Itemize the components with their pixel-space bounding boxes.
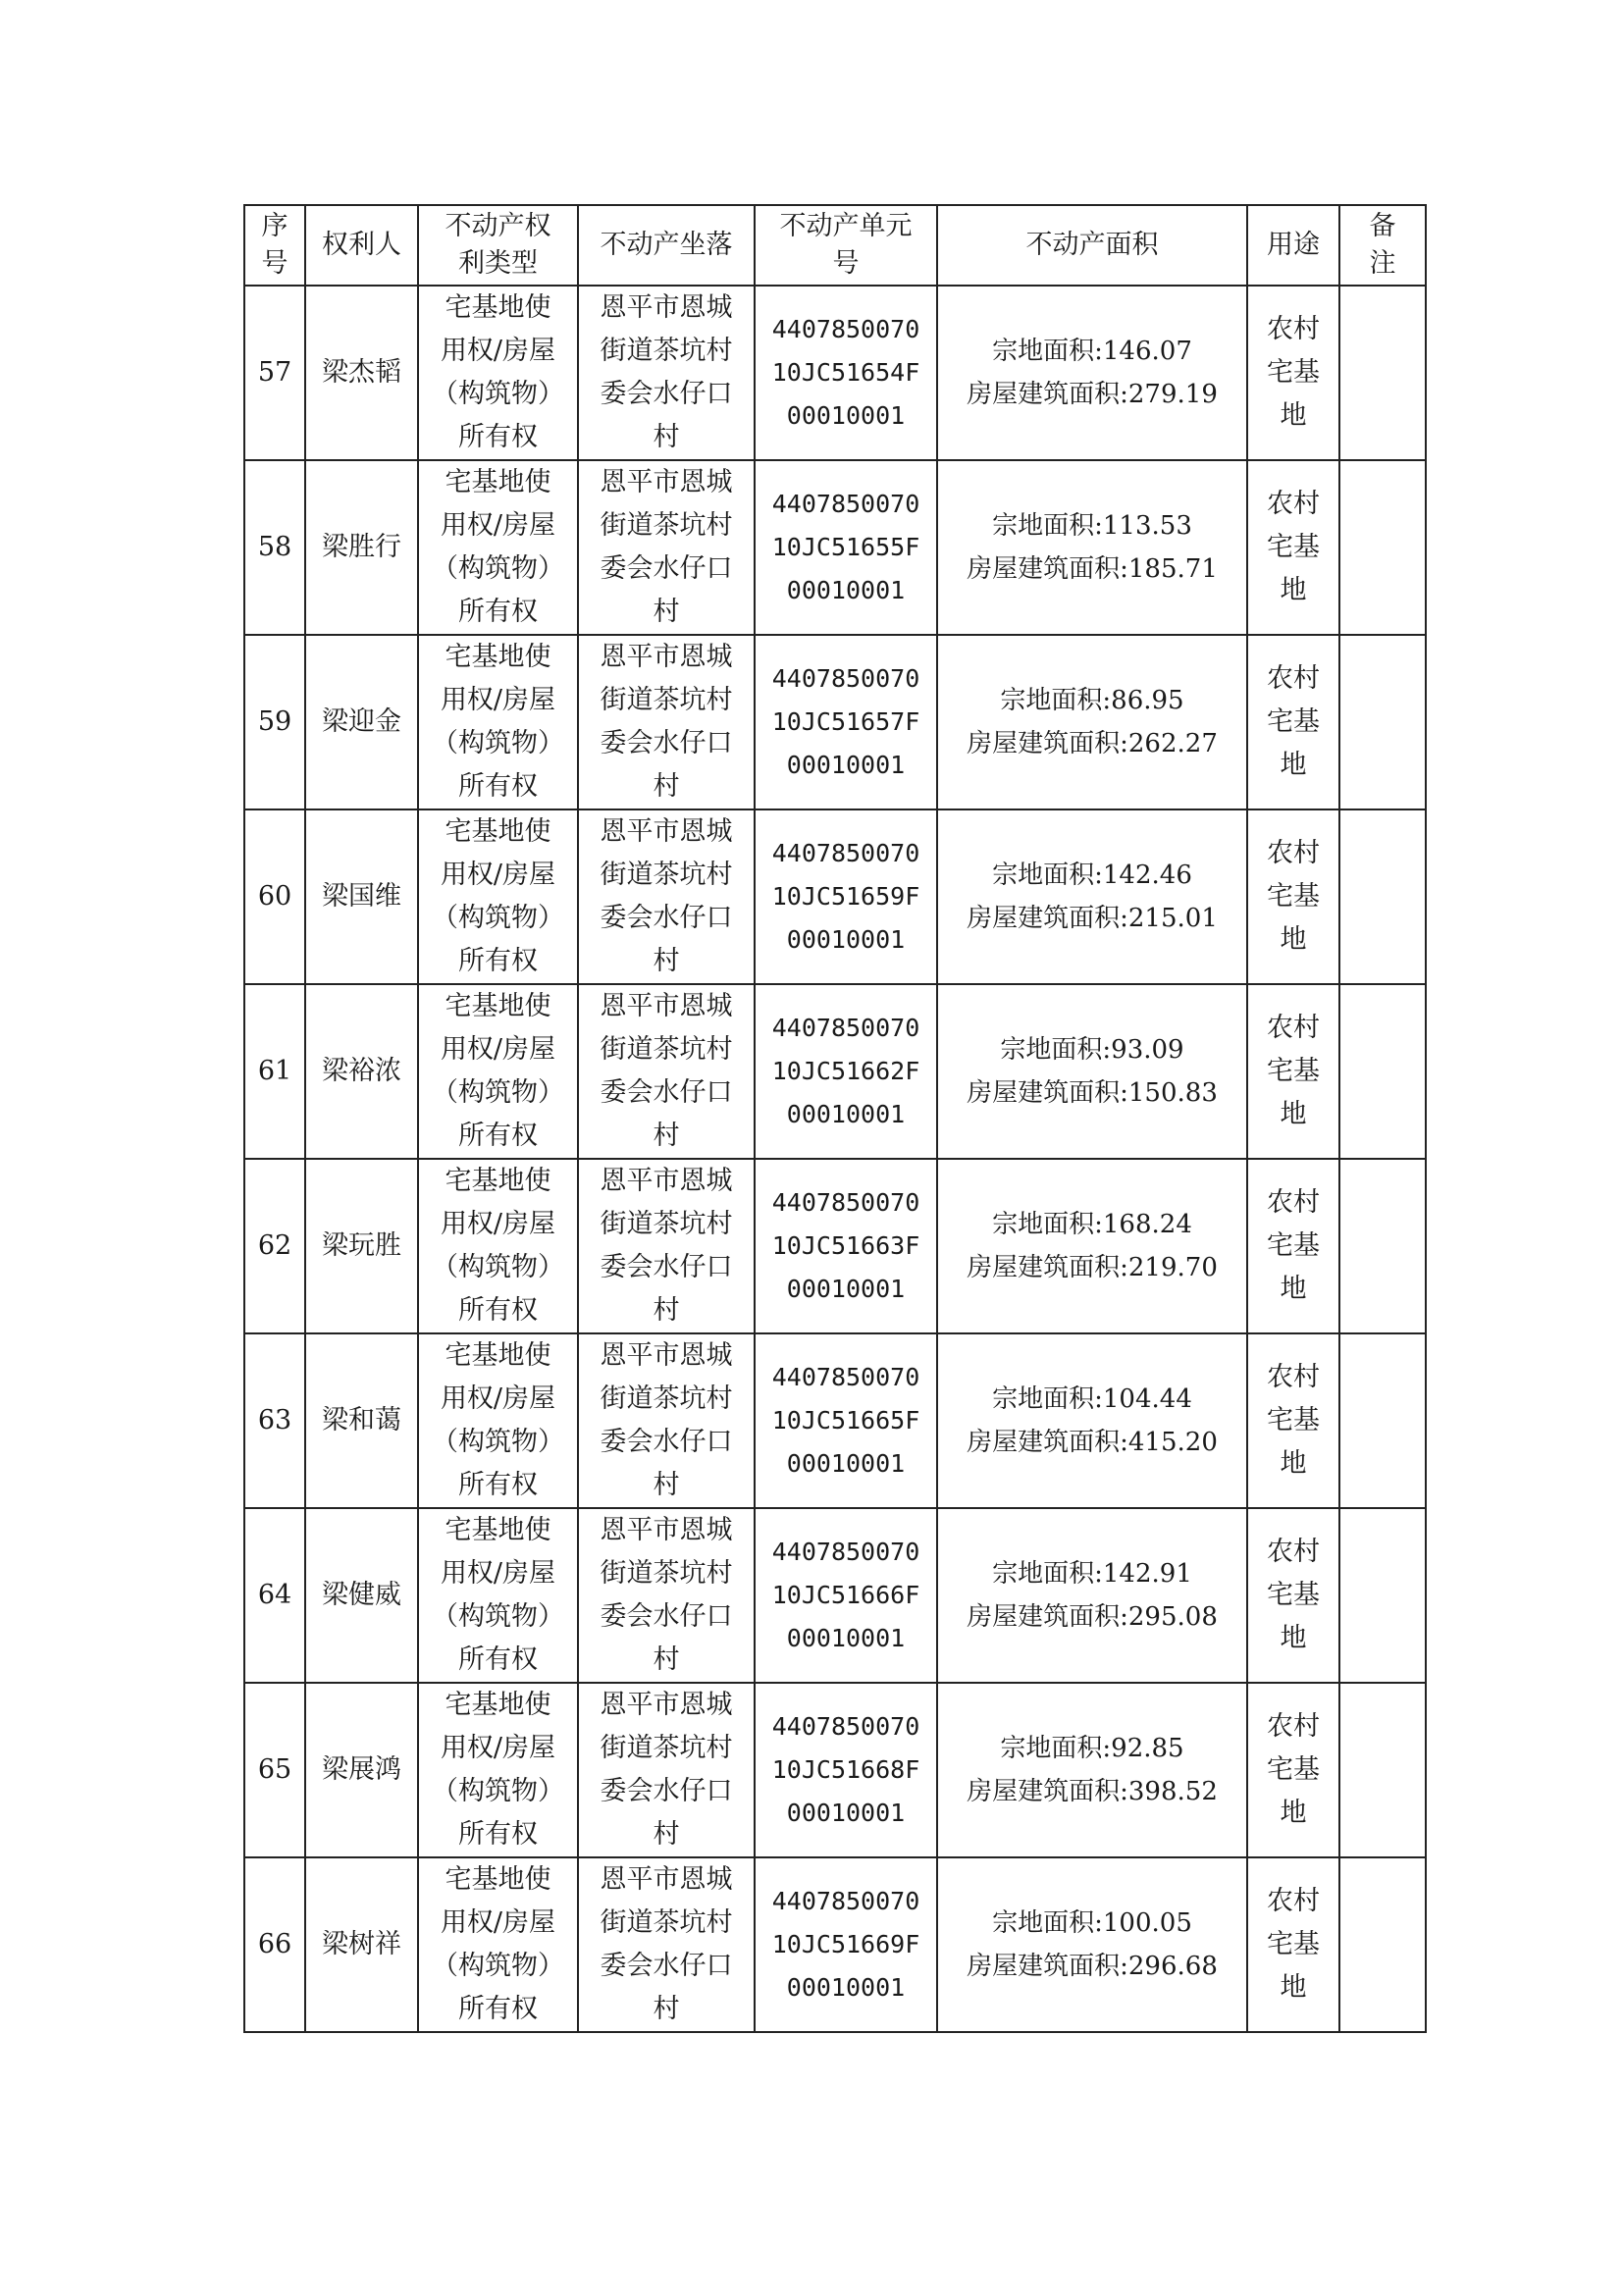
- header-holder: 权利人: [305, 205, 418, 286]
- row-right-type: [418, 635, 578, 809]
- table-row: [244, 1159, 1426, 1333]
- row-area: [937, 286, 1247, 460]
- row-location-text: 恩平市恩城 街道茶坑村 委会水仔口 村: [600, 991, 733, 1151]
- row-right-type: [418, 1333, 578, 1508]
- row-right-type-text: 宅基地使 用权/房屋 （构筑物） 所有权: [432, 467, 564, 627]
- row-right-type-text: 宅基地使 用权/房屋 （构筑物） 所有权: [432, 1515, 564, 1675]
- row-holder-text: 梁玩胜: [322, 1230, 401, 1261]
- row-no: [244, 1683, 305, 1857]
- table-row: [244, 1508, 1426, 1683]
- row-right-type-text: 宅基地使 用权/房屋 （构筑物） 所有权: [432, 642, 564, 802]
- row-location-text: 恩平市恩城 街道茶坑村 委会水仔口 村: [600, 1515, 733, 1675]
- row-note: [1339, 1159, 1426, 1333]
- building-area: 房屋建筑面积:262.27: [967, 729, 1218, 758]
- row-use: [1247, 635, 1339, 809]
- row-location: [578, 809, 755, 984]
- row-holder-text: 梁迎金: [322, 706, 401, 737]
- row-holder-text: 梁胜行: [322, 532, 401, 562]
- row-use-text: 农村 宅基 地: [1267, 1886, 1320, 2003]
- row-holder-text: 梁展鸿: [322, 1754, 401, 1785]
- row-unit-no-text: 4407850070 10JC51659F 00010001: [771, 839, 920, 954]
- building-area: 房屋建筑面积:279.19: [967, 380, 1218, 409]
- row-note: [1339, 460, 1426, 635]
- row-location: [578, 1857, 755, 2032]
- row-area: [937, 1508, 1247, 1683]
- table-row: [244, 1683, 1426, 1857]
- row-holder: [305, 1508, 418, 1683]
- row-area: [937, 1159, 1247, 1333]
- row-use: [1247, 984, 1339, 1159]
- row-holder-text: 梁和蔼: [322, 1405, 401, 1435]
- row-no: [244, 984, 305, 1159]
- land-area: 宗地面积:86.95: [1000, 686, 1184, 715]
- land-area: 宗地面积:142.91: [992, 1559, 1192, 1589]
- row-no-text: 57: [257, 357, 292, 388]
- row-location: [578, 286, 755, 460]
- row-holder: [305, 460, 418, 635]
- row-location: [578, 460, 755, 635]
- table-body: [244, 286, 1426, 2032]
- table-row: [244, 460, 1426, 635]
- header-location: 不动产坐落: [578, 205, 755, 286]
- row-right-type: [418, 984, 578, 1159]
- row-holder: [305, 809, 418, 984]
- row-right-type-text: 宅基地使 用权/房屋 （构筑物） 所有权: [432, 1166, 564, 1326]
- land-area: 宗地面积:113.53: [992, 511, 1192, 541]
- row-use: [1247, 809, 1339, 984]
- row-no-text: 66: [257, 1929, 292, 1959]
- row-area: [937, 1683, 1247, 1857]
- row-unit-no: [755, 809, 937, 984]
- row-note: [1339, 286, 1426, 460]
- row-note: [1339, 1333, 1426, 1508]
- row-right-type-text: 宅基地使 用权/房屋 （构筑物） 所有权: [432, 1340, 564, 1500]
- header-use: 用途: [1247, 205, 1339, 286]
- row-right-type: [418, 1159, 578, 1333]
- row-location-text: 恩平市恩城 街道茶坑村 委会水仔口 村: [600, 1340, 733, 1500]
- row-use-text: 农村 宅基 地: [1267, 1711, 1320, 1828]
- row-use: [1247, 1683, 1339, 1857]
- row-use: [1247, 460, 1339, 635]
- row-area: [937, 984, 1247, 1159]
- row-use-text: 农村 宅基 地: [1267, 314, 1320, 431]
- row-location-text: 恩平市恩城 街道茶坑村 委会水仔口 村: [600, 292, 733, 452]
- row-location-text: 恩平市恩城 街道茶坑村 委会水仔口 村: [600, 467, 733, 627]
- row-right-type: [418, 286, 578, 460]
- row-no-text: 59: [257, 706, 292, 737]
- building-area: 房屋建筑面积:219.70: [967, 1253, 1218, 1282]
- header-right-type: 不动产权 利类型: [418, 205, 578, 286]
- row-holder: [305, 1333, 418, 1508]
- table-row: [244, 984, 1426, 1159]
- building-area: 房屋建筑面积:295.08: [967, 1602, 1218, 1632]
- row-holder-text: 梁树祥: [322, 1929, 401, 1959]
- row-unit-no: [755, 1857, 937, 2032]
- row-note: [1339, 635, 1426, 809]
- land-area: 宗地面积:146.07: [992, 337, 1192, 366]
- row-unit-no: [755, 460, 937, 635]
- row-holder: [305, 1683, 418, 1857]
- row-right-type-text: 宅基地使 用权/房屋 （构筑物） 所有权: [432, 1690, 564, 1850]
- row-unit-no: [755, 1333, 937, 1508]
- building-area: 房屋建筑面积:215.01: [967, 904, 1218, 933]
- row-no: [244, 1857, 305, 2032]
- row-use: [1247, 1857, 1339, 2032]
- row-location: [578, 1508, 755, 1683]
- land-area: 宗地面积:104.44: [992, 1384, 1192, 1414]
- row-area: [937, 809, 1247, 984]
- row-right-type: [418, 1857, 578, 2032]
- header-area: 不动产面积: [937, 205, 1247, 286]
- row-holder: [305, 1159, 418, 1333]
- row-no-text: 60: [257, 881, 292, 912]
- row-note: [1339, 809, 1426, 984]
- row-no: [244, 1333, 305, 1508]
- table-row: [244, 286, 1426, 460]
- row-location-text: 恩平市恩城 街道茶坑村 委会水仔口 村: [600, 1690, 733, 1850]
- table-row: [244, 1857, 1426, 2032]
- row-note: [1339, 1857, 1426, 2032]
- header-unit-no: 不动产单元 号: [755, 205, 937, 286]
- row-use: [1247, 286, 1339, 460]
- row-right-type: [418, 1683, 578, 1857]
- row-unit-no: [755, 635, 937, 809]
- row-no: [244, 635, 305, 809]
- row-use-text: 农村 宅基 地: [1267, 1013, 1320, 1129]
- row-right-type-text: 宅基地使 用权/房屋 （构筑物） 所有权: [432, 991, 564, 1151]
- row-no: [244, 1159, 305, 1333]
- row-use: [1247, 1333, 1339, 1508]
- row-location: [578, 984, 755, 1159]
- row-note: [1339, 984, 1426, 1159]
- row-no: [244, 809, 305, 984]
- row-no-text: 65: [257, 1754, 292, 1785]
- row-location: [578, 1683, 755, 1857]
- row-use-text: 农村 宅基 地: [1267, 1362, 1320, 1479]
- building-area: 房屋建筑面积:415.20: [967, 1428, 1218, 1457]
- row-use-text: 农村 宅基 地: [1267, 489, 1320, 605]
- row-right-type: [418, 460, 578, 635]
- row-use: [1247, 1159, 1339, 1333]
- row-holder: [305, 635, 418, 809]
- row-unit-no-text: 4407850070 10JC51657F 00010001: [771, 664, 920, 779]
- table-row: [244, 1333, 1426, 1508]
- row-note: [1339, 1683, 1426, 1857]
- row-unit-no: [755, 1508, 937, 1683]
- row-holder: [305, 984, 418, 1159]
- row-location-text: 恩平市恩城 街道茶坑村 委会水仔口 村: [600, 1864, 733, 2024]
- row-unit-no-text: 4407850070 10JC51669F 00010001: [771, 1887, 920, 2002]
- building-area: 房屋建筑面积:185.71: [967, 554, 1218, 584]
- row-right-type: [418, 809, 578, 984]
- row-no: [244, 460, 305, 635]
- row-note: [1339, 1508, 1426, 1683]
- row-area: [937, 1333, 1247, 1508]
- row-unit-no: [755, 984, 937, 1159]
- row-holder-text: 梁裕浓: [322, 1056, 401, 1086]
- row-holder: [305, 1857, 418, 2032]
- table-row: [244, 809, 1426, 984]
- row-holder-text: 梁杰韬: [322, 357, 401, 388]
- row-unit-no-text: 4407850070 10JC51655F 00010001: [771, 490, 920, 604]
- row-no-text: 63: [257, 1405, 292, 1435]
- row-location: [578, 635, 755, 809]
- building-area: 房屋建筑面积:296.68: [967, 1952, 1218, 1981]
- row-right-type-text: 宅基地使 用权/房屋 （构筑物） 所有权: [432, 1864, 564, 2024]
- property-registry-table: [243, 204, 1427, 2033]
- row-holder-text: 梁健威: [322, 1580, 401, 1610]
- row-no: [244, 1508, 305, 1683]
- row-right-type: [418, 1508, 578, 1683]
- row-area: [937, 460, 1247, 635]
- row-location-text: 恩平市恩城 街道茶坑村 委会水仔口 村: [600, 816, 733, 976]
- row-unit-no-text: 4407850070 10JC51662F 00010001: [771, 1014, 920, 1128]
- row-holder: [305, 286, 418, 460]
- row-unit-no-text: 4407850070 10JC51666F 00010001: [771, 1538, 920, 1652]
- table-row: [244, 635, 1426, 809]
- row-use-text: 农村 宅基 地: [1267, 1537, 1320, 1653]
- row-right-type-text: 宅基地使 用权/房屋 （构筑物） 所有权: [432, 816, 564, 976]
- row-area: [937, 635, 1247, 809]
- row-unit-no-text: 4407850070 10JC51663F 00010001: [771, 1188, 920, 1303]
- land-area: 宗地面积:93.09: [1000, 1035, 1184, 1065]
- building-area: 房屋建筑面积:150.83: [967, 1078, 1218, 1108]
- row-location-text: 恩平市恩城 街道茶坑村 委会水仔口 村: [600, 642, 733, 802]
- row-use-text: 农村 宅基 地: [1267, 1187, 1320, 1304]
- row-unit-no-text: 4407850070 10JC51654F 00010001: [771, 315, 920, 430]
- header-no: 序 号: [244, 205, 305, 286]
- row-use: [1247, 1508, 1339, 1683]
- land-area: 宗地面积:100.05: [992, 1908, 1192, 1938]
- row-no: [244, 286, 305, 460]
- land-area: 宗地面积:168.24: [992, 1210, 1192, 1239]
- row-no-text: 58: [257, 532, 292, 562]
- header-note: 备 注: [1339, 205, 1426, 286]
- building-area: 房屋建筑面积:398.52: [967, 1777, 1218, 1806]
- row-use-text: 农村 宅基 地: [1267, 663, 1320, 780]
- land-area: 宗地面积:142.46: [992, 861, 1192, 890]
- row-no-text: 61: [257, 1056, 292, 1086]
- row-no-text: 62: [257, 1230, 292, 1261]
- row-use-text: 农村 宅基 地: [1267, 838, 1320, 955]
- row-unit-no-text: 4407850070 10JC51668F 00010001: [771, 1712, 920, 1827]
- table-header-row: [244, 205, 1426, 286]
- row-unit-no: [755, 1159, 937, 1333]
- row-location-text: 恩平市恩城 街道茶坑村 委会水仔口 村: [600, 1166, 733, 1326]
- row-location: [578, 1333, 755, 1508]
- row-area: [937, 1857, 1247, 2032]
- row-no-text: 64: [257, 1580, 292, 1610]
- land-area: 宗地面积:92.85: [1000, 1734, 1184, 1763]
- row-holder-text: 梁国维: [322, 881, 401, 912]
- row-right-type-text: 宅基地使 用权/房屋 （构筑物） 所有权: [432, 292, 564, 452]
- row-unit-no: [755, 286, 937, 460]
- row-unit-no: [755, 1683, 937, 1857]
- row-unit-no-text: 4407850070 10JC51665F 00010001: [771, 1363, 920, 1478]
- row-location: [578, 1159, 755, 1333]
